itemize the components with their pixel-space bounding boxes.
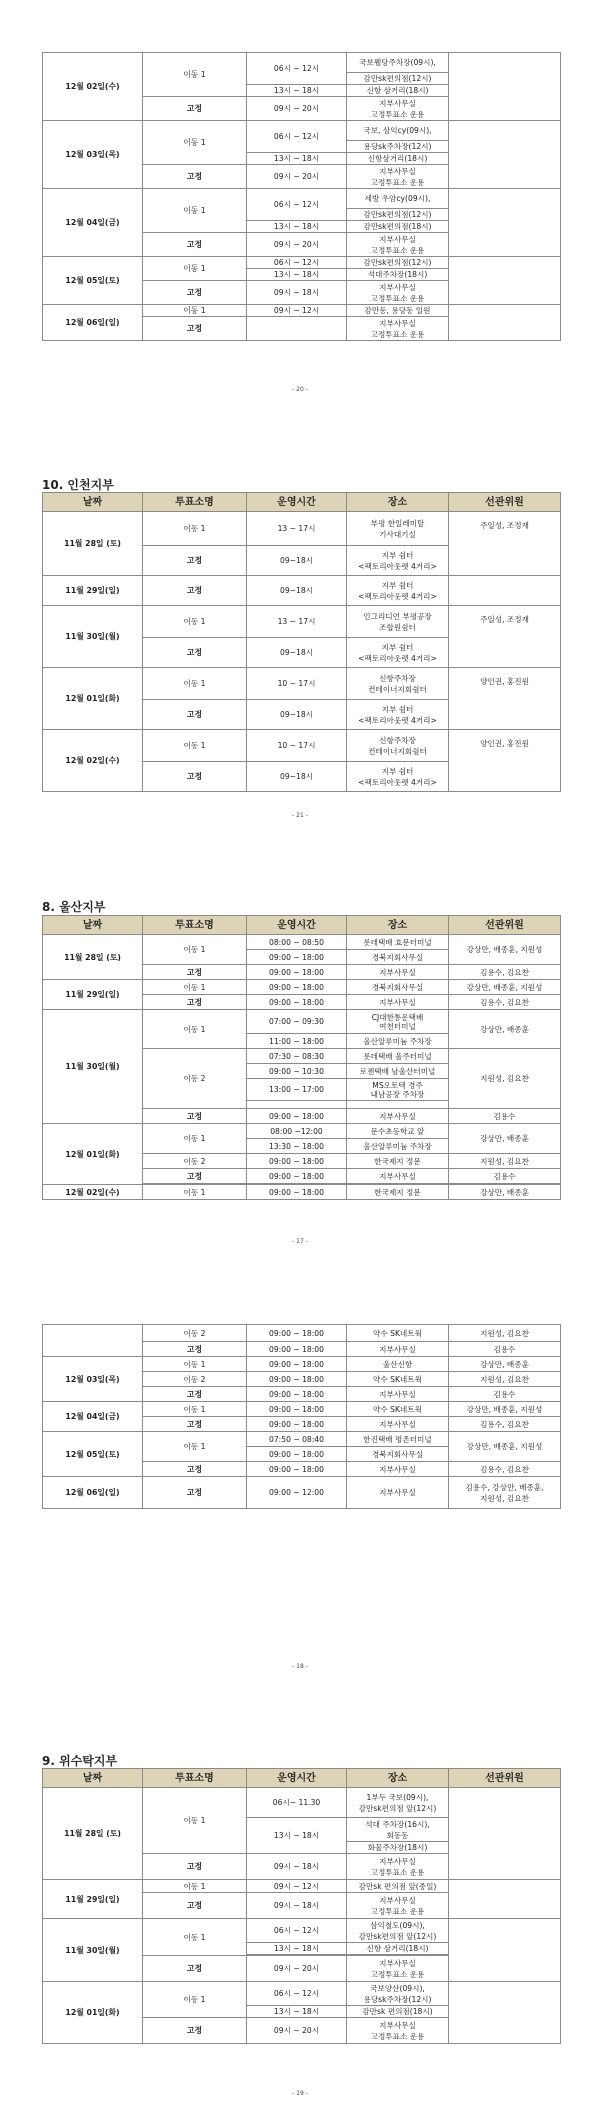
station-cell: 고정	[143, 281, 247, 305]
place-cell: 지부사무실 고정투표소 운용	[347, 165, 449, 189]
place-cell: 신항주차장 컨테이너지회쉼터	[347, 668, 449, 700]
time-cell: 13시 ~ 18시	[247, 1818, 347, 1854]
place-cell: 울산신항	[347, 1357, 449, 1372]
time-cell: 09:00 ~ 18:00	[247, 1357, 347, 1372]
station-cell: 이동 1	[143, 257, 247, 281]
time-cell: 09:00 ~ 18:00	[247, 1387, 347, 1402]
place-cell: 한진택배 명촌터미널	[347, 1432, 449, 1447]
station-cell: 고정	[143, 1477, 247, 1509]
place-cell: 지부 쉼터 <팩토리아웃렛 4거리>	[347, 546, 449, 576]
time-cell: 09:00 ~ 18:00	[247, 950, 347, 965]
date-cell: 12월 05일(토)	[43, 257, 143, 305]
place-cell: 지부사무실	[347, 965, 449, 980]
station-cell: 고정	[143, 762, 247, 792]
place-cell: 1부두 국보(09시), 감만sk편의점 앞(12시)	[347, 1788, 449, 1818]
time-cell: 09시 ~ 18시	[247, 1854, 347, 1880]
time-cell: 09:00 ~ 18:00	[247, 965, 347, 980]
date-cell: 11월 30일(월)	[43, 1919, 143, 1982]
place-cell: 지부사무실 고정투표소 운용	[347, 317, 449, 341]
note-cell: 양인권, 홍진원	[449, 730, 561, 792]
time-cell: 06시 ~ 12시	[247, 121, 347, 153]
station-cell: 고정	[143, 165, 247, 189]
note-cell: 강상만, 배종훈, 지원성	[449, 1432, 561, 1462]
time-cell: 09:00 ~ 18:00	[247, 1325, 347, 1342]
section-title: 10. 인천지부	[42, 478, 114, 492]
note-cell: 주일성, 조정재	[449, 512, 561, 576]
place-cell: 지부사무실 고정투표소 운용	[347, 281, 449, 305]
place-cell: 국보웰당주차장(09시),	[347, 53, 449, 73]
time-cell: 09시 ~ 20시	[247, 2018, 347, 2044]
time-cell: 09시 ~ 18시	[247, 1893, 347, 1919]
place-cell: 지부사무실 고정투표소 운용	[347, 2018, 449, 2044]
place-cell: 지부사무실	[347, 1387, 449, 1402]
date-cell: 12월 04일(금)	[43, 1402, 143, 1432]
date-cell: 12월 06일(일)	[43, 305, 143, 341]
note-cell	[449, 1982, 561, 2044]
place-cell: 지부사무실	[347, 1109, 449, 1124]
place-cell: 약수 SK네트웍	[347, 1372, 449, 1387]
time-cell: 09~18시	[247, 700, 347, 730]
date-cell: 11월 30일(월)	[43, 606, 143, 668]
place-cell: 감만sk 편의점(18시)	[347, 2006, 449, 2018]
time-cell: 09~18시	[247, 762, 347, 792]
time-cell: 10 ~ 17시	[247, 668, 347, 700]
note-cell: 강상만, 배종훈	[449, 1010, 561, 1049]
station-cell: 이동 1	[143, 1880, 247, 1893]
place-cell: 지부 쉼터 <팩토리아웃렛 4거리>	[347, 576, 449, 606]
time-cell: 13시 ~ 18시	[247, 153, 347, 165]
page-number: - 17 -	[292, 1238, 308, 1245]
time-cell: 09:00 ~ 18:00	[247, 1372, 347, 1387]
time-cell: 06시~ 11.30	[247, 1788, 347, 1818]
place-cell: 지부사무실 고정투표소 운용	[347, 97, 449, 121]
station-cell: 이동 1	[143, 668, 247, 700]
note-cell: 강상만, 배종훈	[449, 1185, 561, 1200]
time-cell: 09:00 ~ 18:00	[247, 1342, 347, 1357]
note-cell	[449, 1788, 561, 1880]
station-cell: 이동 2	[143, 1154, 247, 1169]
place-cell: 지부사무실	[347, 995, 449, 1010]
time-cell: 06시 ~ 12시	[247, 257, 347, 269]
place-cell: 문수초등학교 앞	[347, 1124, 449, 1139]
page-number: - 21 -	[292, 812, 308, 819]
station-cell: 이동 1	[143, 980, 247, 995]
time-cell: 13:30 ~ 18:00	[247, 1139, 347, 1154]
note-cell: 김용수, 김요찬	[449, 995, 561, 1010]
note-cell: 강상만, 배종훈, 지원성	[449, 980, 561, 995]
station-cell: 이동 1	[143, 189, 247, 233]
note-cell	[449, 257, 561, 305]
place-cell: 울산알루미늄 주차장	[347, 1034, 449, 1049]
note-cell: 김용수, 김요찬	[449, 965, 561, 980]
place-cell: 롯데택배 울주터미널	[347, 1049, 449, 1064]
note-cell: 지원성, 김요찬	[449, 1372, 561, 1387]
date-cell: 11월 29일(일)	[43, 1880, 143, 1919]
time-cell: 13시 ~ 18시	[247, 221, 347, 233]
schedule-table-ulsan-cont	[42, 1324, 561, 1509]
section-title: 8. 울산지부	[42, 900, 106, 914]
time-cell: 09시 ~ 20시	[247, 97, 347, 121]
station-cell: 고정	[143, 1956, 247, 1982]
time-cell: 06시 ~ 12시	[247, 189, 347, 221]
time-cell: 09~18시	[247, 638, 347, 668]
station-cell: 이동 2	[143, 1049, 247, 1109]
time-cell: 09~18시	[247, 576, 347, 606]
time-cell: 13 ~ 17시	[247, 606, 347, 638]
page-number: - 20 -	[292, 386, 308, 393]
station-cell: 이동 1	[143, 606, 247, 638]
place-cell: 신항 삼거리(18시)	[347, 85, 449, 97]
place-cell: 세방 우암cy(09시),	[347, 189, 449, 209]
header-place: 장소	[347, 1769, 449, 1788]
place-cell: 지부사무실	[347, 1342, 449, 1357]
station-cell: 고정	[143, 2018, 247, 2044]
date-cell: 11월 30일(월)	[43, 1010, 143, 1124]
header-time: 운영시간	[247, 493, 347, 512]
date-cell: 12월 01일(화)	[43, 1124, 143, 1185]
station-cell: 이동 1	[143, 512, 247, 546]
time-cell: 09:00 ~ 18:00	[247, 1447, 347, 1462]
date-cell: 12월 06일(일)	[43, 1477, 143, 1509]
place-cell: 감만sk편의점(12시)	[347, 209, 449, 221]
station-cell: 이동 1	[143, 730, 247, 762]
page-number: - 19 -	[292, 2090, 308, 2097]
place-cell	[347, 1101, 449, 1109]
date-cell: 12월 02일(수)	[43, 1185, 143, 1200]
place-cell: 신항주차장 컨테이너지회쉼터	[347, 730, 449, 762]
station-cell: 이동 1	[143, 935, 247, 965]
header-date: 날짜	[43, 493, 143, 512]
place-cell: 감만동, 용당동 일원	[347, 305, 449, 317]
place-cell: 신항삼거리(18시)	[347, 153, 449, 165]
time-cell	[247, 1101, 347, 1109]
place-cell: 지부사무실	[347, 1417, 449, 1432]
station-cell: 고정	[143, 1387, 247, 1402]
date-cell: 11월 29일(일)	[43, 980, 143, 1010]
station-cell: 고정	[143, 1417, 247, 1432]
place-cell: 감만sk 편의점 앞(종일)	[347, 1880, 449, 1893]
place-cell: 울산알루미늄 주차장	[347, 1139, 449, 1154]
place-cell: 국보양산(09시), 용당sk주차장(12시)	[347, 1982, 449, 2006]
time-cell: 13 ~ 17시	[247, 512, 347, 546]
place-cell: 지부사무실 고정투표소 운용	[347, 233, 449, 257]
note-cell	[449, 189, 561, 257]
station-cell: 이동 1	[143, 1432, 247, 1462]
time-cell: 09:00 ~ 18:00	[247, 1109, 347, 1124]
time-cell: 09:00 ~ 10:30	[247, 1064, 347, 1079]
place-cell: 지부사무실	[347, 1462, 449, 1477]
place-cell: 약수 SK네트웍	[347, 1325, 449, 1342]
place-cell: 감만sk편의점(12시)	[347, 73, 449, 85]
station-cell: 이동 1	[143, 1185, 247, 1200]
page-number: - 18 -	[292, 1663, 308, 1670]
station-cell: 이동 1	[143, 1010, 247, 1049]
header-station: 투표소명	[143, 1769, 247, 1788]
note-cell: 김용수	[449, 1109, 561, 1124]
station-cell: 이동 1	[143, 1788, 247, 1854]
note-cell: 강상만, 배종훈	[449, 1124, 561, 1154]
note-cell	[449, 1880, 561, 1919]
note-cell: 지원성, 김요찬	[449, 1049, 561, 1109]
date-cell: 11월 28일 (토)	[43, 1788, 143, 1880]
place-cell: 지부 쉼터 <팩토리아웃렛 4거리>	[347, 762, 449, 792]
date-cell	[43, 1325, 143, 1357]
time-cell: 08:00 ~12:00	[247, 1124, 347, 1139]
time-cell: 06시 ~ 12시	[247, 53, 347, 85]
time-cell: 13시 ~ 18시	[247, 1943, 347, 1955]
header-time: 운영시간	[247, 1769, 347, 1788]
station-cell: 고정	[143, 638, 247, 668]
place-cell: MS오토텍 경주 내남공장 주차장	[347, 1079, 449, 1101]
station-cell: 고정	[143, 700, 247, 730]
date-cell: 12월 03일(목)	[43, 121, 143, 189]
time-cell: 06시 ~ 12시	[247, 1919, 347, 1943]
time-cell: 09:00 ~ 18:00	[247, 980, 347, 995]
place-cell: 지부 쉼터 <팩토리아웃렛 4거리>	[347, 700, 449, 730]
station-cell: 고정	[143, 97, 247, 121]
place-cell: 로젠택배 남울산터미널	[347, 1064, 449, 1079]
time-cell: 09시 ~ 18시	[247, 281, 347, 305]
note-cell: 양인권, 홍진원	[449, 668, 561, 730]
station-cell: 이동 2	[143, 1372, 247, 1387]
date-cell: 11월 28일 (토)	[43, 935, 143, 980]
section-title: 9. 위수탁지부	[42, 1754, 118, 1768]
station-cell: 고정	[143, 576, 247, 606]
place-cell: 경북지회사무실	[347, 1447, 449, 1462]
time-cell: 09:00 ~ 18:00	[247, 1185, 347, 1200]
date-cell: 12월 05일(토)	[43, 1432, 143, 1477]
header-committee: 선관위원	[449, 916, 561, 935]
date-cell: 11월 29일(일)	[43, 576, 143, 606]
place-cell: 지부사무실 고정투표소 운용	[347, 1854, 449, 1880]
date-cell: 12월 02일(수)	[43, 730, 143, 792]
place-cell: 한국제지 정문	[347, 1185, 449, 1200]
note-cell: 지원성, 김요찬	[449, 1154, 561, 1169]
note-cell	[449, 53, 561, 121]
station-cell: 고정	[143, 965, 247, 980]
note-cell: 김용수, 김요찬	[449, 1417, 561, 1432]
station-cell: 고정	[143, 1169, 247, 1184]
time-cell: 09:00 ~ 18:00	[247, 1417, 347, 1432]
place-cell: 약수 SK네트웍	[347, 1402, 449, 1417]
note-cell: 주일성, 조정재	[449, 606, 561, 668]
place-cell: 한국제지 정문	[347, 1154, 449, 1169]
header-place: 장소	[347, 493, 449, 512]
time-cell: 09시 ~ 20시	[247, 233, 347, 257]
time-cell: 13시 ~ 18시	[247, 269, 347, 281]
header-committee: 선관위원	[449, 1769, 561, 1788]
time-cell: 09:00 ~ 18:00	[247, 1154, 347, 1169]
date-cell: 12월 04일(금)	[43, 189, 143, 257]
place-cell: 경북지회사무실	[347, 980, 449, 995]
schedule-table-ulsan	[42, 915, 561, 1200]
place-cell: 감만sk편의점(12시)	[347, 257, 449, 269]
note-cell: 강상만, 배종훈, 지원성	[449, 935, 561, 965]
place-cell: 지부사무실 고정투표소 운용	[347, 1893, 449, 1919]
place-cell: 석대 주차장(16시), 회동동	[347, 1818, 449, 1842]
station-cell: 고정	[143, 546, 247, 576]
station-cell: 고정	[143, 1109, 247, 1124]
time-cell: 07:00 ~ 09:30	[247, 1010, 347, 1034]
note-cell	[449, 1919, 561, 1982]
note-cell	[449, 305, 561, 341]
note-cell	[449, 576, 561, 606]
time-cell: 09:00 ~ 18:00	[247, 995, 347, 1010]
time-cell: 10 ~ 17시	[247, 730, 347, 762]
station-cell: 이동 1	[143, 305, 247, 317]
station-cell: 이동 1	[143, 53, 247, 97]
time-cell: 13:00 ~ 17:00	[247, 1079, 347, 1101]
place-cell: 국보, 삼익cy(09시),	[347, 121, 449, 141]
date-cell: 12월 01일(화)	[43, 1982, 143, 2044]
date-cell: 12월 03일(목)	[43, 1357, 143, 1402]
time-cell	[247, 317, 347, 341]
place-cell: 인그리디언 부평공장 조합원쉼터	[347, 606, 449, 638]
header-station: 투표소명	[143, 916, 247, 935]
place-cell: 화물주차장(18시)	[347, 1842, 449, 1854]
note-cell: 김용수	[449, 1387, 561, 1402]
station-cell: 이동 1	[143, 1124, 247, 1154]
place-cell: 지부사무실 고정투표소 운용	[347, 1956, 449, 1982]
station-cell: 이동 2	[143, 1325, 247, 1342]
time-cell: 09시 ~ 20시	[247, 165, 347, 189]
station-cell: 고정	[143, 1854, 247, 1880]
place-cell: 감만sk편의점(18시)	[347, 221, 449, 233]
header-date: 날짜	[43, 916, 143, 935]
note-cell: 강상만, 배종훈	[449, 1357, 561, 1372]
place-cell: 경북지회사무실	[347, 950, 449, 965]
note-cell	[449, 121, 561, 189]
place-cell: 지부사무실	[347, 1169, 449, 1184]
time-cell: 13시 ~ 18시	[247, 85, 347, 97]
time-cell: 09시 ~ 12시	[247, 305, 347, 317]
station-cell: 고정	[143, 317, 247, 341]
header-committee: 선관위원	[449, 493, 561, 512]
place-cell: 부평 한일레미탈 기사대기실	[347, 512, 449, 546]
schedule-table-busan-cont	[42, 52, 561, 341]
schedule-table-incheon	[42, 492, 561, 792]
time-cell: 09:00 ~ 12:00	[247, 1477, 347, 1509]
time-cell: 09~18시	[247, 546, 347, 576]
place-cell: 석대주차장(18시)	[347, 269, 449, 281]
place-cell: CJ대한통운택배 여천터미널	[347, 1010, 449, 1034]
time-cell: 09:00 ~ 18:00	[247, 1402, 347, 1417]
place-cell: 삼익철도(09시), 감만sk편의점 앞(12시)	[347, 1919, 449, 1943]
station-cell: 고정	[143, 1893, 247, 1919]
header-date: 날짜	[43, 1769, 143, 1788]
time-cell: 13시 ~ 18시	[247, 2006, 347, 2018]
place-cell: 용당sk주차장(12시)	[347, 141, 449, 153]
header-station: 투표소명	[143, 493, 247, 512]
place-cell: 신항 삼거리(18시)	[347, 1943, 449, 1955]
header-place: 장소	[347, 916, 449, 935]
place-cell: 지부 쉼터 <팩토리아웃렛 4거리>	[347, 638, 449, 668]
note-cell: 지원성, 김요찬	[449, 1325, 561, 1342]
station-cell: 이동 1	[143, 121, 247, 165]
time-cell: 09시 ~ 12시	[247, 1880, 347, 1893]
note-cell: 김용수, 강상만, 배종훈, 지원성, 김요찬	[449, 1477, 561, 1509]
time-cell: 09:00 ~ 18:00	[247, 1169, 347, 1184]
station-cell: 고정	[143, 233, 247, 257]
station-cell: 고정	[143, 1342, 247, 1357]
note-cell: 김용수	[449, 1342, 561, 1357]
note-cell: 강상만, 배종훈, 지원성	[449, 1402, 561, 1417]
schedule-table-consignment	[42, 1768, 561, 2044]
station-cell: 고정	[143, 1462, 247, 1477]
date-cell: 12월 01일(화)	[43, 668, 143, 730]
time-cell: 07:30 ~ 08:30	[247, 1049, 347, 1064]
station-cell: 이동 1	[143, 1357, 247, 1372]
station-cell: 이동 1	[143, 1402, 247, 1417]
time-cell: 11:00 ~ 18:00	[247, 1034, 347, 1049]
time-cell: 07:50 ~ 08:40	[247, 1432, 347, 1447]
station-cell: 이동 1	[143, 1919, 247, 1956]
header-time: 운영시간	[247, 916, 347, 935]
note-cell: 김용수	[449, 1169, 561, 1184]
place-cell: 롯데택배 효문터미널	[347, 935, 449, 950]
time-cell: 06시 ~ 12시	[247, 1982, 347, 2006]
time-cell: 08:00 ~ 08:50	[247, 935, 347, 950]
place-cell: 지부사무실	[347, 1477, 449, 1509]
time-cell: 09:00 ~ 18:00	[247, 1462, 347, 1477]
station-cell: 고정	[143, 995, 247, 1010]
date-cell: 11월 28일 (토)	[43, 512, 143, 576]
date-cell: 12월 02일(수)	[43, 53, 143, 121]
station-cell: 이동 1	[143, 1982, 247, 2018]
note-cell: 김용수, 김요찬	[449, 1462, 561, 1477]
time-cell: 09시 ~ 20시	[247, 1956, 347, 1982]
